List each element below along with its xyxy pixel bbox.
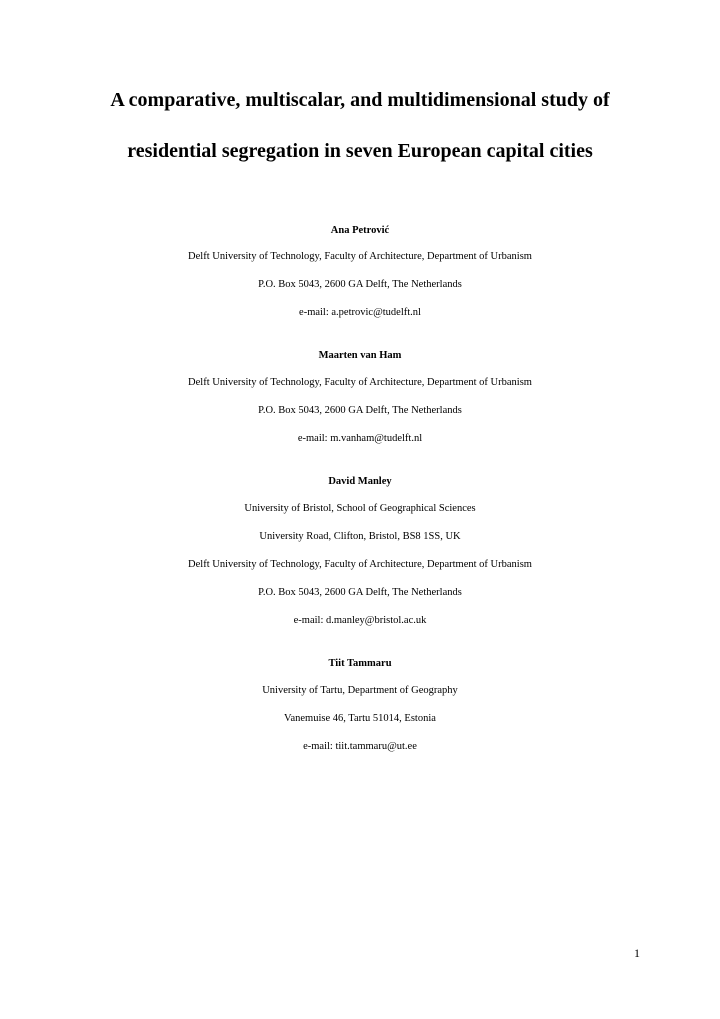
author-address: P.O. Box 5043, 2600 GA Delft, The Netherlands <box>258 587 462 598</box>
author-email: e-mail: tiit.tammaru@ut.ee <box>303 741 417 752</box>
paper-title-line-1: A comparative, multiscalar, and multidimensional study of <box>110 89 610 111</box>
author-affiliation: Delft University of Technology, Faculty of Architecture, Department of Urbanism <box>188 559 532 570</box>
page-number: 1 <box>634 946 640 960</box>
author-address: P.O. Box 5043, 2600 GA Delft, The Netherlands <box>258 279 462 290</box>
author-affiliation: Delft University of Technology, Faculty of Architecture, Department of Urbanism <box>188 251 532 262</box>
author-email: e-mail: a.petrovic@tudelft.nl <box>299 307 421 318</box>
author-name: Ana Petrović <box>330 225 390 236</box>
author-email: e-mail: d.manley@bristol.ac.uk <box>293 615 427 626</box>
author-affiliation: Delft University of Technology, Faculty of Architecture, Department of Urbanism <box>188 377 532 388</box>
author-affiliation: University of Tartu, Department of Geography <box>262 685 458 696</box>
author-name: Tiit Tammaru <box>328 658 392 669</box>
author-email: e-mail: m.vanham@tudelft.nl <box>297 433 423 444</box>
author-address: University Road, Clifton, Bristol, BS8 1SS, UK <box>259 531 461 542</box>
paper-title-line-2: residential segregation in seven European capital cities <box>127 140 593 162</box>
author-address: P.O. Box 5043, 2600 GA Delft, The Netherlands <box>258 405 462 416</box>
author-name: Maarten van Ham <box>318 350 402 361</box>
author-address: Vanemuise 46, Tartu 51014, Estonia <box>284 713 436 724</box>
author-affiliation: University of Bristol, School of Geographical Sciences <box>244 503 476 514</box>
author-name: David Manley <box>328 476 392 487</box>
